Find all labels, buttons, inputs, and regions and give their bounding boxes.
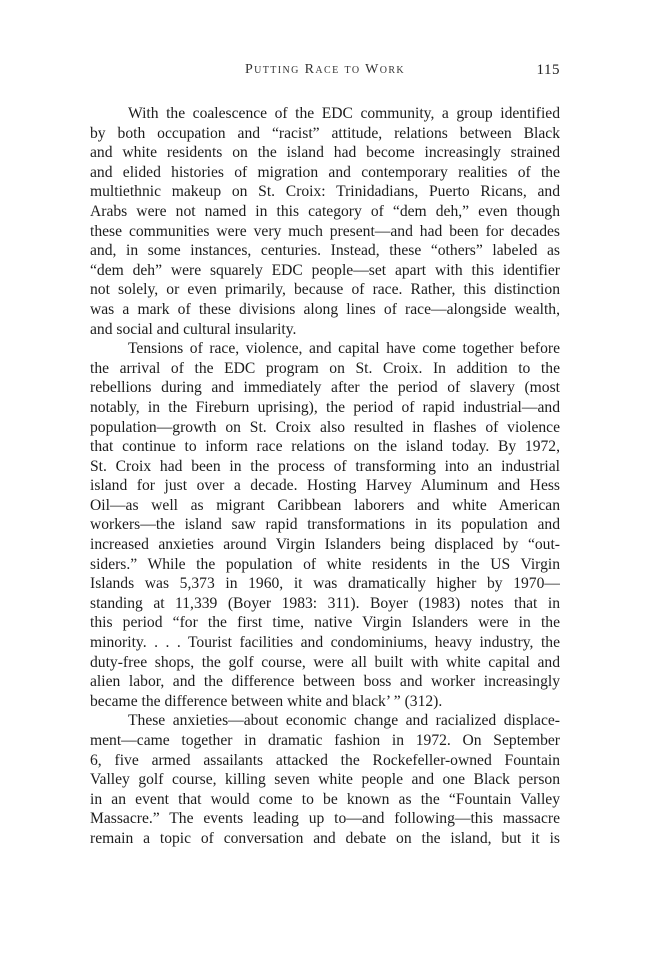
page-number: 115 <box>536 62 560 78</box>
text-line: St. Croix had been in the process of transforming into an industrial <box>90 457 560 475</box>
text-line: and social and cultural insularity. <box>90 320 297 338</box>
text-line: Valley golf course, killing seven white people and one Black person <box>90 771 560 789</box>
text-line: rebellions during and immediately after the period of slavery (most <box>90 379 560 397</box>
text-line: duty-free shops, the golf course, were all built with white capital and <box>90 653 560 671</box>
body-text <box>90 104 560 849</box>
text-line: minority. . . . Tourist facilities and condominiums, heavy industry, the <box>90 634 560 652</box>
text-line: notably, in the Fireburn uprising), the period of rapid industrial—and <box>90 398 560 416</box>
text-line: ment—came together in dramatic fashion in 1972. On September <box>90 732 560 749</box>
text-line: this period “for the first time, native Virgin Islanders were in the <box>90 614 560 632</box>
text-line: workers—the island saw rapid transformations in its population and <box>90 516 560 534</box>
running-head-title: Putting Race to Work <box>244 62 406 77</box>
text-line: alien labor, and the difference between boss and worker increasingly <box>90 673 560 691</box>
text-line: Tensions of race, violence, and capital have come together before <box>128 340 560 358</box>
text-line: that continue to inform race relations on the island today. By 1972, <box>90 438 560 456</box>
text-line: in an event that would come to be known as the “Fountain Valley <box>90 790 560 808</box>
text-line: these communities were very much present—and had been for decades <box>90 222 560 240</box>
text-line: These anxieties—about economic change and racialized displace- <box>128 712 560 730</box>
text-line: Arabs were not named in this category of “dem deh,” even though <box>90 202 560 220</box>
text-line: and, in some instances, centuries. Instead, these “others” labeled as <box>90 242 560 260</box>
text-line: population—growth on St. Croix also resulted in flashes of violence <box>90 418 560 436</box>
text-line: “dem deh” were squarely EDC people—set apart with this identifier <box>90 261 560 279</box>
text-line: multiethnic makeup on St. Croix: Trinidadians, Puerto Ricans, and <box>90 183 560 201</box>
text-line: island for just over a decade. Hosting Harvey Aluminum and Hess <box>90 477 560 495</box>
text-line: the arrival of the EDC program on St. Croix. In addition to the <box>90 359 560 377</box>
text-line: and white residents on the island had become increasingly strained <box>90 144 560 162</box>
text-line: With the coalescence of the EDC community, a group identified <box>128 105 560 122</box>
text-line: 6, five armed assailants attacked the Rockefeller-owned Fountain <box>90 751 560 769</box>
text-line: siders.” While the population of white residents in the US Virgin <box>90 555 560 573</box>
text-line: increased anxieties around Virgin Islanders being displaced by “out- <box>90 536 560 554</box>
text-line: remain a topic of conversation and debate on the island, but it is <box>90 829 560 847</box>
text-line: Massacre.” The events leading up to—and following—this massacre <box>90 810 560 828</box>
running-head <box>90 62 560 82</box>
text-line: by both occupation and “racist” attitude, relations between Black <box>90 124 560 142</box>
text-line: and elided histories of migration and contemporary realities of the <box>90 163 560 181</box>
text-line: standing at 11,339 (Boyer 1983: 311). Boyer (1983) notes that in <box>90 594 560 612</box>
text-line: Islands was 5,373 in 1960, it was dramatically higher by 1970— <box>90 575 560 593</box>
text-line: became the difference between white and black’ ” (312). <box>90 692 443 710</box>
text-line: was a mark of these divisions along lines of race—alongside wealth, <box>90 300 560 318</box>
text-line: Oil—as well as migrant Caribbean laborers and white American <box>90 496 560 514</box>
text-line: not solely, or even primarily, because of race. Rather, this distinction <box>90 281 560 299</box>
